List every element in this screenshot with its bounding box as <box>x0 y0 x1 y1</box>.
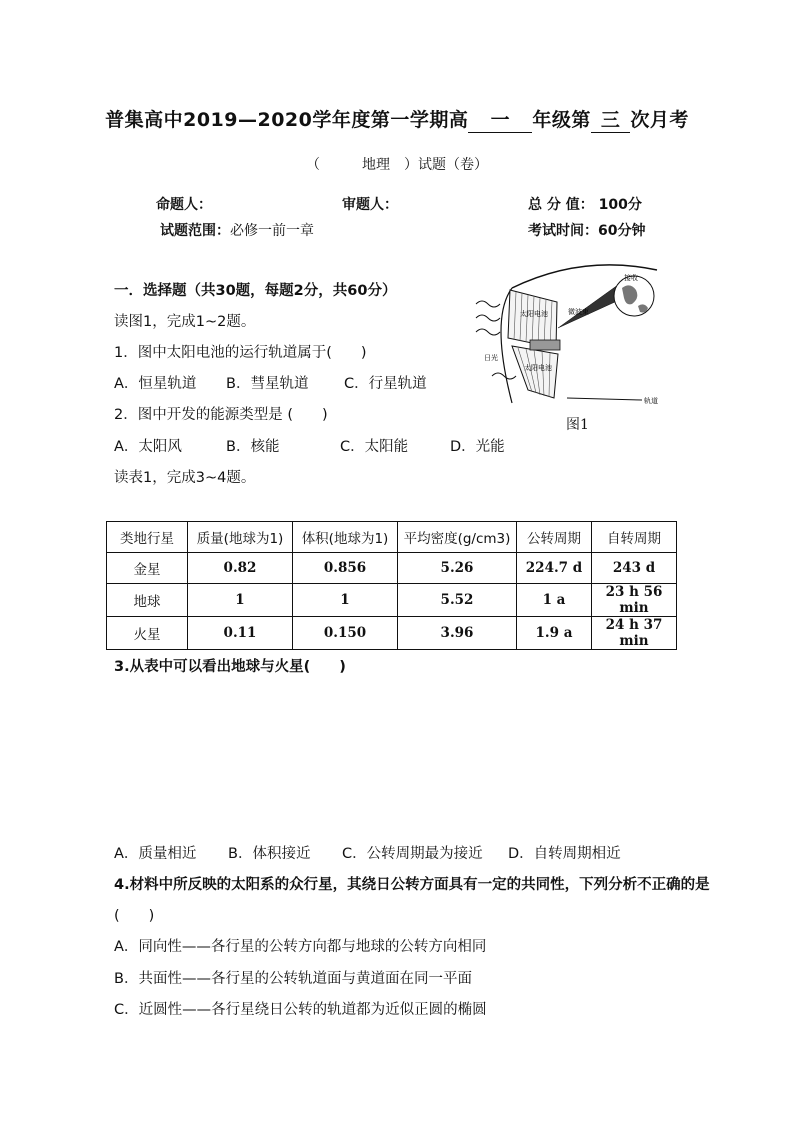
question-2-options <box>114 437 505 457</box>
label-solar-bottom: 太阳电池 <box>524 364 552 372</box>
table-cell: 23 h 56 min <box>592 584 677 617</box>
table-cell: 5.52 <box>398 584 517 617</box>
q3-option-a[interactable]: A．质量相近 <box>114 846 197 862</box>
total-label: 总 分 值： <box>528 197 594 213</box>
q1-option-a[interactable]: A．恒星轨道 <box>114 376 197 392</box>
table-cell: 1.9 a <box>517 617 592 650</box>
table-cell: 0.150 <box>293 617 398 650</box>
q3-option-d[interactable]: D．自转周期相近 <box>508 846 621 862</box>
q4-option-b[interactable]: B．共面性——各行星的公转轨道面与黄道面在同一平面 <box>114 971 472 987</box>
table-cell: 地球 <box>107 584 188 617</box>
time-value: 60分钟 <box>598 223 646 239</box>
question-4-paren: ( ) <box>114 908 155 924</box>
total-score <box>528 194 642 214</box>
table-cell: 1 <box>188 584 293 617</box>
table-cell: 24 h 37 min <box>592 617 677 650</box>
table-cell: 3.96 <box>398 617 517 650</box>
planet-data-table <box>106 521 677 650</box>
table-cell: 0.11 <box>188 617 293 650</box>
label-sunlight: 日光 <box>484 354 498 362</box>
total-value: 100分 <box>598 197 642 213</box>
reviewer-label: 审题人： <box>342 197 398 213</box>
question-1: 1．图中太阳电池的运行轨道属于( ) <box>114 345 367 361</box>
table-cell: 1 <box>293 584 398 617</box>
q1-option-b[interactable]: B．彗星轨道 <box>226 376 309 392</box>
scope-value: 必修一前一章 <box>230 223 314 239</box>
table-header-cell: 类地行星 <box>107 522 188 553</box>
figure-1-caption: 图1 <box>566 417 589 433</box>
subtitle: （ 地理 ）试题（卷） <box>306 157 488 173</box>
question-2: 2．图中开发的能源类型是 ( ) <box>114 407 328 423</box>
question-3: 3.从表中可以看出地球与火星( ) <box>114 659 346 675</box>
table-cell: 金星 <box>107 553 188 584</box>
question-1-options <box>114 374 427 394</box>
q4-option-a[interactable]: A．同向性——各行星的公转方向都与地球的公转方向相同 <box>114 939 487 955</box>
solar-panel-upper <box>508 290 557 348</box>
table-header-cell: 质量(地球为1) <box>188 522 293 553</box>
label-receive: 接收 <box>624 274 638 282</box>
scope <box>160 220 314 240</box>
table-cell: 0.82 <box>188 553 293 584</box>
read-table-instruction: 读表1，完成3~4题。 <box>114 470 256 486</box>
table-header-cell: 公转周期 <box>517 522 592 553</box>
exam-time <box>528 220 645 240</box>
table-row <box>107 553 677 584</box>
q1-option-c[interactable]: C．行星轨道 <box>344 376 427 392</box>
label-solar-top: 太阳电池 <box>520 310 548 318</box>
figure-1-illustration <box>472 258 672 408</box>
section-heading: 一．选择题（共30题，每题2分，共60分） <box>114 283 397 299</box>
title-exam-no-blank: 三 <box>591 105 631 133</box>
hub <box>530 340 560 350</box>
label-orbit: 轨道 <box>644 397 658 405</box>
table-header-row <box>107 522 677 553</box>
q4-option-c[interactable]: C．近圆性——各行星绕日公转的轨道都为近似正圆的椭圆 <box>114 1002 487 1018</box>
question-4: 4.材料中所反映的太阳系的众行星，其绕日公转方面具有一定的共同性，下列分析不正确的是 <box>114 877 710 893</box>
title-prefix: 普集高中2019—2020学年度第一学期高 <box>105 109 469 131</box>
table-cell: 243 d <box>592 553 677 584</box>
table-header-cell: 自转周期 <box>592 522 677 553</box>
title-suffix: 次月考 <box>630 109 689 131</box>
q2-option-a[interactable]: A．太阳风 <box>114 439 182 455</box>
label-microwave: 微波束 <box>568 308 589 316</box>
table-cell: 224.7 d <box>517 553 592 584</box>
solar-panel-lower <box>512 346 558 398</box>
table-cell: 火星 <box>107 617 188 650</box>
scope-label: 试题范围： <box>160 223 230 239</box>
time-label: 考试时间： <box>528 223 598 239</box>
question-3-options <box>114 844 621 864</box>
table-header-cell: 平均密度(g/cm3) <box>398 522 517 553</box>
title-grade-blank: 一 <box>468 105 532 133</box>
author-label: 命题人： <box>156 197 212 213</box>
q3-option-b[interactable]: B．体积接近 <box>228 846 311 862</box>
table-cell: 5.26 <box>398 553 517 584</box>
table-row <box>107 584 677 617</box>
table-cell: 0.856 <box>293 553 398 584</box>
page-title <box>0 105 794 133</box>
read-figure-instruction: 读图1，完成1~2题。 <box>114 314 256 330</box>
q2-option-d[interactable]: D．光能 <box>450 439 505 455</box>
q2-option-c[interactable]: C．太阳能 <box>340 439 409 455</box>
q3-option-c[interactable]: C．公转周期最为接近 <box>342 846 483 862</box>
table-header-cell: 体积(地球为1) <box>293 522 398 553</box>
table-row <box>107 617 677 650</box>
q2-option-b[interactable]: B．核能 <box>226 439 280 455</box>
title-mid: 年级第 <box>532 109 591 131</box>
table-cell: 1 a <box>517 584 592 617</box>
orbit-line <box>567 398 642 400</box>
